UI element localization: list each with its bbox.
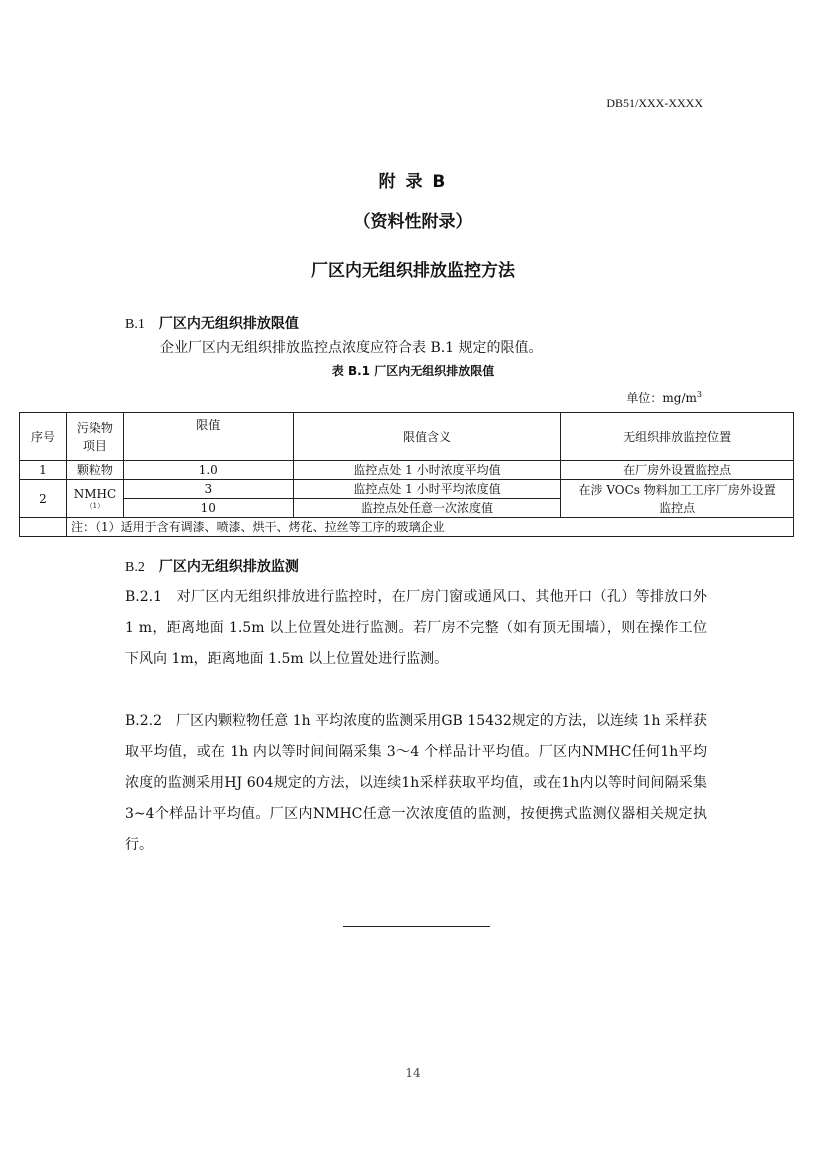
table-row <box>20 480 794 499</box>
cell-limit: 3 <box>123 480 293 499</box>
header-seq: 序号 <box>20 413 67 461</box>
cell-seq: 1 <box>20 461 67 480</box>
cell-item-name: NMHC <box>73 486 117 501</box>
cell-position <box>561 480 794 518</box>
cell-item: 颗粒物 <box>66 461 123 480</box>
appendix-heading: 厂区内无组织排放监控方法 <box>311 261 515 281</box>
section-b1-text: 企业厂区内无组织排放监控点浓度应符合表 B.1 规定的限值。 <box>160 340 543 356</box>
table-header-row <box>20 413 794 461</box>
appendix-subtitle: （资料性附录） <box>353 212 473 232</box>
note-spacer <box>20 518 67 537</box>
paragraph-b22: B.2.2 厂区内颗粒物任意 1h 平均浓度的监测采用GB 15432规定的方法，以连续 1h 采样获取平均值，或在 1h 内以等时间间隔采集 3～4 个样品计平均值。厂区内NMHC任何1h平均浓度的监测采用HJ 604规定的方法，以连续1h采样获取平均值，或在1h内以等时间间隔采集3~4个样品计平均值。厂区内NMHC任意一次浓度值的监测，按便携式监测仪器相关规定执行。 <box>125 713 707 853</box>
cell-item <box>66 480 123 518</box>
cell-meaning: 监控点处任意一次浓度值 <box>293 499 561 518</box>
cell-meaning: 监控点处 1 小时平均浓度值 <box>293 480 561 499</box>
header-limit: 限值 <box>123 413 293 461</box>
header-item-line1: 污染物 <box>76 420 113 435</box>
unit-superscript: 3 <box>696 390 702 399</box>
unit-label: 单位：mg/m <box>626 391 697 405</box>
section-title: 厂区内无组织排放监测 <box>158 559 299 575</box>
cell-item-note: （1） <box>85 501 105 510</box>
cell-limit: 1.0 <box>123 461 293 480</box>
cell-position-line1: 在涉 VOCs 物料加工工序厂房外设置 <box>578 482 776 497</box>
section-b1-heading <box>125 313 299 333</box>
header-meaning: 限值含义 <box>293 413 561 461</box>
table-row <box>20 461 794 480</box>
section-b2-heading <box>125 556 299 576</box>
cell-meaning: 监控点处 1 小时浓度平均值 <box>293 461 561 480</box>
paragraph-b21: B.2.1 对厂区内无组织排放进行监控时，在厂房门窗或通风口、其他开口（孔）等排放口外 1 m，距离地面 1.5m 以上位置处进行监测。若厂房不完整（如有顶无围墙），则在操作工位下风向 1m，距离地面 1.5m 以上位置处进行监测。 <box>125 589 707 667</box>
header-position: 无组织排放监控位置 <box>561 413 794 461</box>
table-note: 注：（1）适用于含有调漆、喷漆、烘干、烤花、拉丝等工序的玻璃企业 <box>66 518 793 537</box>
header-item <box>66 413 123 461</box>
cell-seq: 2 <box>20 480 67 518</box>
cell-position-line2: 监控点 <box>659 500 696 515</box>
cell-position: 在厂房外设置监控点 <box>561 461 794 480</box>
section-number: B.1 <box>125 317 145 332</box>
appendix-title: 附 录 B <box>378 172 448 192</box>
table-caption: 表 B.1 厂区内无组织排放限值 <box>331 364 495 378</box>
document-code: DB51/XXX-XXXX <box>606 96 703 110</box>
section-title: 厂区内无组织排放限值 <box>158 316 299 332</box>
section-number: B.2 <box>125 560 145 575</box>
header-item-line2: 项目 <box>82 438 107 453</box>
cell-limit: 10 <box>123 499 293 518</box>
page-number: 14 <box>405 1066 421 1080</box>
limits-table <box>19 412 794 537</box>
end-rule <box>343 926 490 927</box>
table-note-row <box>20 518 794 537</box>
table-unit <box>626 389 702 406</box>
